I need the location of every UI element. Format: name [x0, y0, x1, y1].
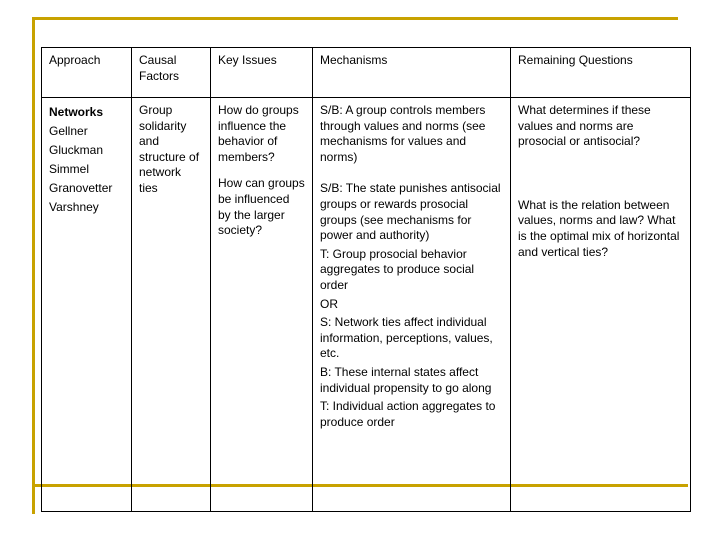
table-row: [42, 98, 691, 512]
causal-factors-text: Group solidarity and structure of network ties: [139, 103, 200, 195]
mechanism: S/B: The state punishes antisocial groups or rewards prosocial groups (see mechanisms for power and authority): [320, 181, 501, 243]
header-mechanisms: Mechanisms: [313, 48, 511, 98]
header-approach: Approach: [42, 48, 132, 98]
header-row: [42, 48, 691, 98]
mechanism: OR: [320, 296, 338, 311]
header-remaining-questions: Remaining Questions: [511, 48, 691, 98]
approach-title: Networks: [49, 105, 104, 119]
accent-vertical-rule: [32, 17, 35, 514]
header-causal-factors: Causal Factors: [132, 48, 211, 98]
mechanism: T: Group prosocial behavior aggregates to produce social order: [320, 246, 475, 292]
question: What determines if these values and norms are prosocial or antisocial?: [518, 103, 651, 149]
author-name: Granovetter: [49, 181, 113, 195]
question: What is the relation between values, norms and law? What is the optimal mix of horizontal and vertical ties?: [518, 197, 680, 259]
theories-table: [41, 47, 691, 512]
mechanism: T: Individual action aggregates to produce order: [320, 399, 496, 429]
header-key-issues: Key Issues: [211, 48, 313, 98]
mechanism: B: These internal states affect individual propensity to go along: [320, 364, 492, 395]
author-name: Varshney: [49, 200, 99, 214]
remaining-questions-cell: [511, 98, 691, 512]
author-name: Gellner: [49, 124, 88, 138]
key-issues-cell: [211, 98, 313, 512]
mechanism: S/B: A group controls members through values and norms (see mechanisms for values and norms): [320, 103, 486, 164]
mechanism: S: Network ties affect individual information, perceptions, values, etc.: [320, 315, 493, 361]
approach-cell: [42, 98, 132, 512]
mechanisms-cell: [313, 98, 511, 512]
key-issue: How can groups be influenced by the larger society?: [218, 176, 305, 238]
author-name: Simmel: [49, 162, 90, 176]
key-issue: How do groups influence the behavior of members?: [218, 103, 299, 164]
author-name: Gluckman: [49, 143, 104, 157]
accent-top-rule: [32, 17, 678, 20]
causal-factors-cell: [132, 98, 211, 512]
